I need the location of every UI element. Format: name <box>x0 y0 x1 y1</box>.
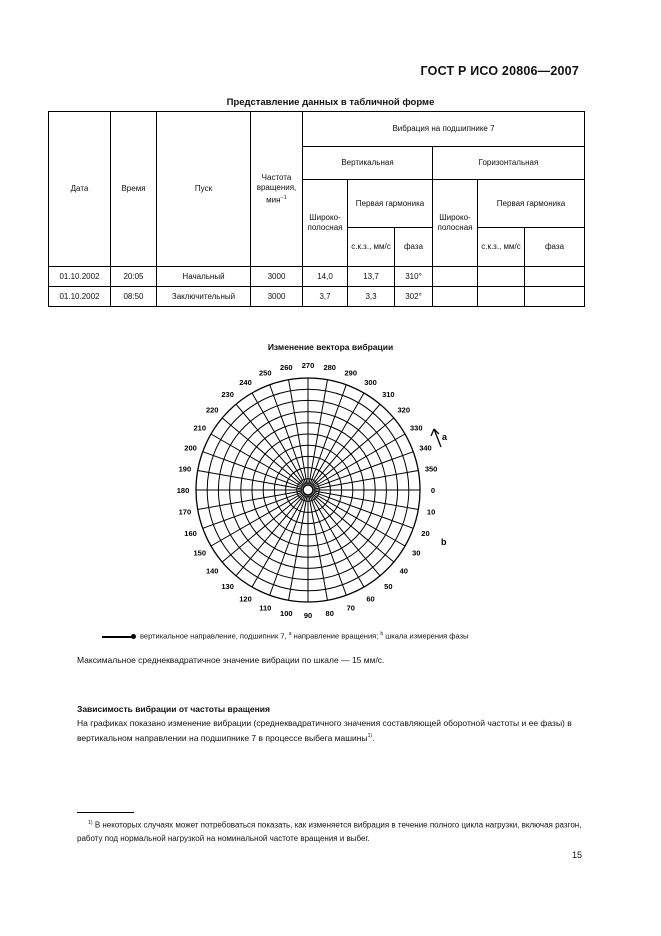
polar-spoke <box>198 491 302 509</box>
paragraph-footnote-ref: 1) <box>367 733 373 739</box>
col-start-header: Пуск <box>157 112 251 267</box>
polar-angle-label: 320 <box>397 405 411 415</box>
polar-spoke <box>313 493 405 546</box>
v-broadband-header: Широко-полосная <box>303 180 348 267</box>
polar-spoke <box>313 418 394 486</box>
polar-angle-label: 250 <box>258 368 272 378</box>
legend-a-sup: a <box>288 631 292 637</box>
polar-spoke <box>222 418 303 486</box>
polar-angle-label: 90 <box>303 611 313 620</box>
vibration-header: Вибрация на подшипнике 7 <box>303 112 585 147</box>
cell-time: 20:05 <box>111 267 157 287</box>
polar-angle-label: 160 <box>184 528 197 538</box>
polar-spoke <box>312 495 380 576</box>
polar-spoke <box>313 434 405 487</box>
polar-spoke <box>236 404 304 485</box>
polar-spoke <box>211 434 303 487</box>
section-title: Зависимость вибрации от частоты вращения <box>77 704 270 714</box>
polar-angle-label: 0 <box>430 486 436 495</box>
page-number: 15 <box>572 850 583 860</box>
polar-spoke <box>252 495 305 587</box>
polar-angle-label: 170 <box>178 507 192 517</box>
paragraph-text: На графиках показано изменение вибрации (среднеквадратичного значения составляющей оборотной частоты и ее фазы) в вертикальном направлении на подшипнике 7 в процессе выбега машины <box>77 718 572 743</box>
polar-spoke <box>312 404 380 485</box>
polar-angle-label: 80 <box>325 609 334 619</box>
cell-v-harm: 3,3 <box>348 287 395 307</box>
cell-v-harm: 13,7 <box>348 267 395 287</box>
legend-b-sup: b <box>380 631 384 637</box>
marker-a-label: a <box>442 432 448 442</box>
polar-angle-label: 30 <box>412 548 421 558</box>
polar-spoke <box>222 494 303 562</box>
polar-spoke <box>236 495 304 576</box>
v-phase-header: фаза <box>395 228 433 267</box>
freq-unit-sup: −1 <box>280 194 287 201</box>
cell-time: 08:50 <box>111 287 157 307</box>
polar-angle-label: 100 <box>280 609 293 619</box>
cell-freq: 3000 <box>251 287 303 307</box>
col-date-header: Дата <box>49 112 111 267</box>
polar-angle-label: 20 <box>421 528 430 538</box>
polar-spoke <box>289 496 307 600</box>
rotation-arrow-icon <box>431 429 441 447</box>
polar-spoke <box>313 494 394 562</box>
cell-v-phase: 310° <box>395 267 433 287</box>
legend-a-text: направление вращения; <box>293 631 379 641</box>
polar-angle-label: 60 <box>366 594 375 604</box>
polar-spoke <box>198 471 302 489</box>
polar-spoke <box>252 393 305 485</box>
polar-angle-label: 340 <box>419 443 432 453</box>
chart-legend <box>102 631 468 641</box>
polar-angle-label: 280 <box>323 362 336 372</box>
polar-angle-label: 330 <box>409 423 423 433</box>
polar-spoke <box>311 495 364 587</box>
polar-spoke <box>289 380 307 484</box>
legend-text: вертикальное направление, подшипник 7, <box>140 631 287 641</box>
cell-v-phase: 302° <box>395 287 433 307</box>
polar-angle-label: 110 <box>259 603 272 613</box>
chart-title: Изменение вектора вибрации <box>267 342 394 352</box>
marker-b-label: b <box>441 537 447 547</box>
footnote <box>77 817 583 845</box>
cell-date: 01.10.2002 <box>49 287 111 307</box>
polar-angle-label: 200 <box>184 443 197 453</box>
polar-spoke <box>309 496 327 600</box>
max-value-note: Максимальное среднеквадратичное значение вибрации по шкале — 15 мм/с. <box>77 655 385 665</box>
horizontal-header: Горизонтальная <box>433 147 585 180</box>
polar-angle-label: 190 <box>178 464 192 474</box>
polar-angle-label: 130 <box>221 581 234 591</box>
polar-angle-label: 290 <box>344 368 358 378</box>
polar-angle-label: 10 <box>426 507 436 517</box>
polar-spoke <box>309 380 327 484</box>
polar-spoke <box>211 493 303 546</box>
footnote-text: В некоторых случаях может потребоваться показать, как изменяется вибрация в течение полного цикла нагрузки, включая разгон, работу под нормальной нагрузкой на номинальной частоте вращения и выбег. <box>77 820 582 843</box>
cell-date: 01.10.2002 <box>49 267 111 287</box>
h-broadband-header: Широко-полосная <box>433 180 478 267</box>
polar-angle-label: 140 <box>205 566 219 576</box>
polar-spoke <box>314 491 418 509</box>
polar-angle-label: 50 <box>384 581 393 591</box>
cell-v-broad: 3,7 <box>303 287 348 307</box>
section-paragraph: На графиках показано изменение вибрации (среднеквадратичного значения составляющей оборотной частоты и ее фазы) в вертикальном направлении на подшипнике 7 в процессе выбега машины$^{1)}$. <box>77 718 572 743</box>
v-harmonic-header: Первая гармоника <box>348 180 433 228</box>
polar-angle-label: 350 <box>424 464 438 474</box>
polar-spoke <box>311 393 364 485</box>
polar-angle-label: 260 <box>280 362 293 372</box>
polar-angle-label: 180 <box>176 486 190 495</box>
standard-header: ГОСТ Р ИСО 20806—2007 <box>420 64 579 78</box>
cell-freq: 3000 <box>251 267 303 287</box>
footnote-sup: 1) <box>88 820 93 826</box>
legend-line-icon <box>102 636 134 638</box>
freq-label: Частота вращения, мин <box>256 172 297 205</box>
footnote-divider <box>77 812 134 813</box>
v-rms-header: с.к.з., мм/с <box>348 228 395 267</box>
legend-b-text: шкала измерения фазы <box>385 631 469 641</box>
polar-angle-label: 210 <box>193 423 207 433</box>
polar-angle-label: 270 <box>301 361 315 370</box>
polar-angle-label: 40 <box>399 566 408 576</box>
polar-angle-label: 310 <box>382 390 395 400</box>
col-time-header: Время <box>111 112 157 267</box>
polar-angle-label: 220 <box>205 405 219 415</box>
polar-angle-label: 230 <box>221 390 234 400</box>
polar-angle-label: 300 <box>364 377 377 387</box>
polar-spoke <box>314 471 418 489</box>
cell-v-broad: 14,0 <box>303 267 348 287</box>
polar-angle-label: 240 <box>239 377 252 387</box>
h-harmonic-header: Первая гармоника <box>478 180 585 228</box>
vertical-header: Вертикальная <box>303 147 433 180</box>
h-rms-header: с.к.з., мм/с <box>478 228 525 267</box>
polar-angle-label: 120 <box>239 594 252 604</box>
polar-angle-label: 70 <box>346 603 355 613</box>
table-caption: Представление данных в табличной форме <box>226 97 435 108</box>
h-phase-header: фаза <box>525 228 585 267</box>
polar-angle-label: 150 <box>193 548 207 558</box>
cell-start: Заключительный <box>157 287 251 307</box>
cell-start: Начальный <box>157 267 251 287</box>
polar-center <box>303 485 313 495</box>
